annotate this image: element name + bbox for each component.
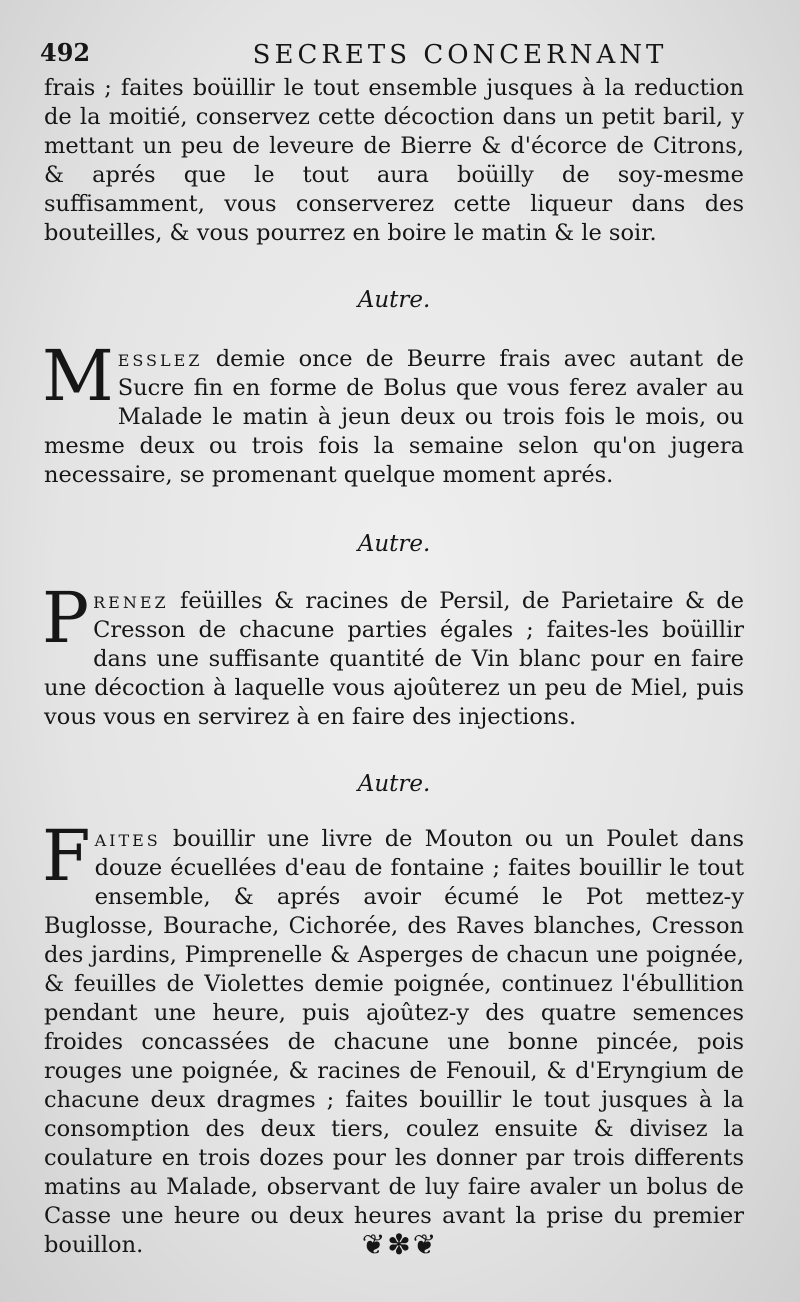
intro-paragraph: frais ; faites boüillir le tout ensemble jusques à la reduction de la moitié, conservez cette décoction dans un petit baril, y mettant un peu de leveure de Bierre & d'écorce de Citrons, & aprés que le tout aura boüilly de soy-mesme suffisamment, vous conserverez cette liqueur dans des bouteilles, & vous pourrez en boire le matin & le soir. <box>44 75 744 246</box>
lead-word: esslez <box>117 346 203 372</box>
recipe-paragraph <box>42 335 744 490</box>
page-body <box>44 74 744 1260</box>
section-heading: Autre. <box>357 531 431 557</box>
drop-cap: M <box>42 335 114 417</box>
recipe-paragraph <box>42 577 744 732</box>
section-heading: Autre. <box>357 771 431 797</box>
tailpiece-ornament: ❦✽❦ <box>361 1228 439 1261</box>
running-head: SECRETS CONCERNANT <box>252 40 668 70</box>
drop-cap: P <box>42 577 90 659</box>
recipe-paragraph <box>42 815 744 1260</box>
section-heading: Autre. <box>357 287 431 313</box>
lead-word: aites <box>94 826 161 852</box>
recipe-text: bouillir une livre de Mouton ou un Poulet dans douze écuellées d'eau de fontaine ; faites bouillir le tout ensemble, & aprés avoir écumé le Pot mettez-y Buglosse, Bourache, Cichorée, des Raves blanches, Cresson des jardins, Pimprenelle & Asperges de chacun une poignée, & feuilles de Violettes demie poignée, continuez l'ébullition pendant une heure, puis ajoûtez-y des quatre semences froides concassées de chacune une bonne pincée, pois rouges une poignée, & racines de Fenouil, & d'Eryngium de chacune deux dragmes ; faites bouillir le tout jusques à la consomption des deux tiers, coulez ensuite & divisez la coulature en trois dozes pour les donner par trois differents matins au Malade, observant de luy faire avaler un bolus de Casse une heure ou deux heures avant la prise du premier bouillon. <box>44 826 744 1258</box>
recipe-text: feüilles & racines de Persil, de Parietaire & de Cresson de chacune parties égales ; faites-les boüillir dans une suffisante quantité de Vin blanc pour en faire une décoction à laquelle vous ajoûterez un peu de Miel, puis vous vous en servirez à en faire des injections. <box>44 588 744 730</box>
drop-cap: F <box>42 815 91 897</box>
page-header <box>40 36 760 76</box>
lead-word: renez <box>93 588 169 614</box>
recipe-text: demie once de Beurre frais avec autant de Sucre fin en forme de Bolus que vous ferez avaler au Malade le matin à jeun deux ou trois fois le mois, ou mesme deux ou trois fois la semaine selon qu'on jugera necessaire, se promenant quelque moment aprés. <box>44 346 744 488</box>
page-number: 492 <box>40 38 91 67</box>
